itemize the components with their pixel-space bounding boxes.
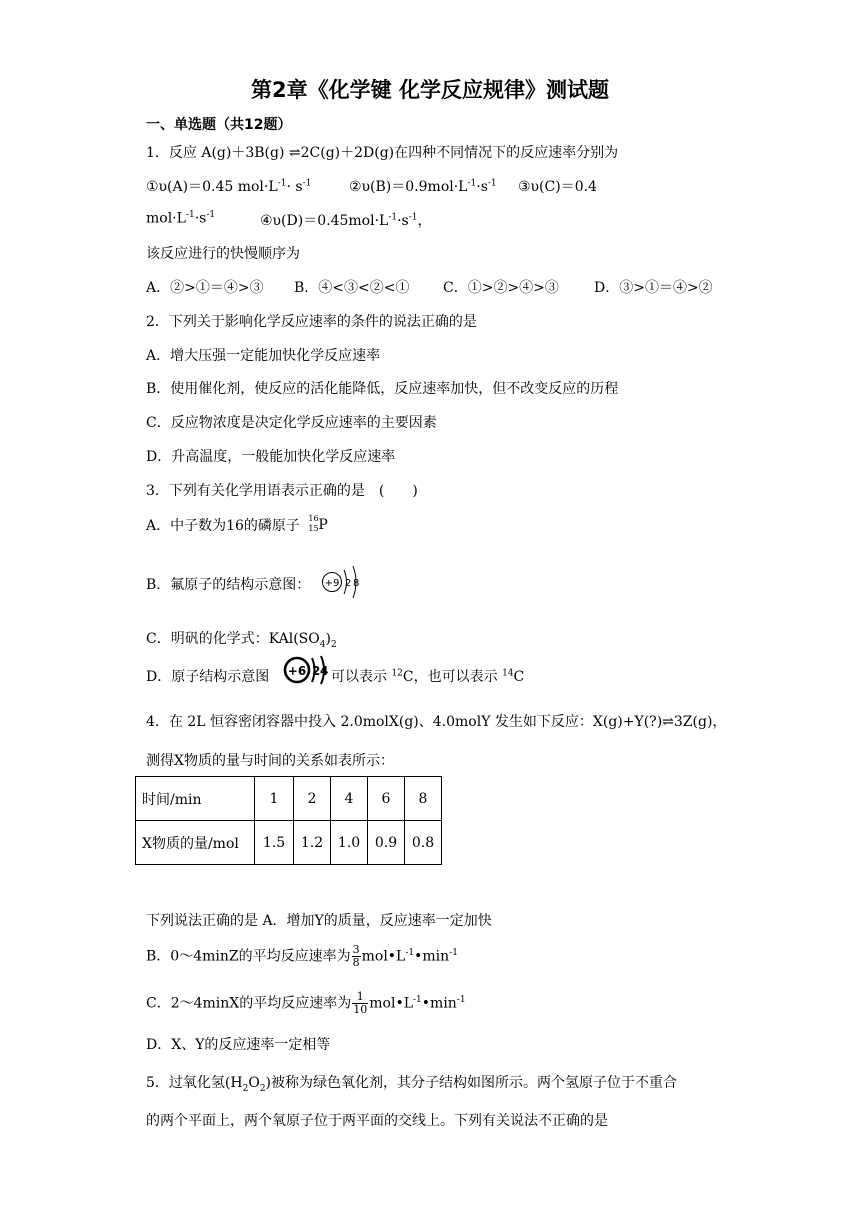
- q3-option-b[interactable]: B．氟原子的结构示意图：: [146, 577, 311, 593]
- q4-option-b[interactable]: B．0～4minZ的平均反应速率为 $\frac{3}{8}$ $mol•L^{-1}•\min^{-1}$: [146, 943, 458, 969]
- q2-option-c[interactable]: C．反应物浓度是决定化学反应速率的主要因素: [146, 415, 437, 431]
- q1-rate-2: $②\upsilon(B)=0.9mol\cdot L^{-1}\cdot s^{-1}$: [349, 178, 497, 195]
- table-row: [136, 777, 442, 821]
- table-cell: 2: [294, 777, 331, 821]
- table-cell: 4: [331, 777, 368, 821]
- table-cell: 1.0: [331, 821, 368, 865]
- q4-stem-2: 测得X物质的量与时间的关系如表所示：: [146, 753, 394, 769]
- carbon-structure-diagram: [283, 654, 331, 686]
- fraction-1-10: $\frac{1}{10}$: [353, 990, 368, 1016]
- q4-option-c[interactable]: C．2～4minX的平均反应速率为 $\frac{1}{10}$ $mol•L^{-1}•\min^{-1}$: [146, 990, 466, 1016]
- q2-option-a[interactable]: A．增大压强一定能加快化学反应速率: [146, 348, 381, 364]
- fluorine-structure-diagram: [320, 560, 366, 606]
- table-cell: X物质的量/mol: [136, 821, 255, 865]
- table-cell: 1: [255, 777, 294, 821]
- q3-stem: 3．下列有关化学用语表示正确的是 ( ): [146, 483, 418, 499]
- q1-option-d[interactable]: D．③>①＝④>②: [594, 280, 713, 296]
- q3-option-c[interactable]: C．明矾的化学式：$KAl(SO_4)_2$: [146, 631, 337, 650]
- q4-option-a[interactable]: 下列说法正确的是 A．增加Y的质量，反应速率一定加快: [146, 913, 492, 929]
- q3-option-d-tail: 可以表示 $^{12}$C，也可以表示 $^{14}$C: [331, 668, 525, 685]
- carbon-shell-2-label: 4: [320, 664, 329, 678]
- table-cell: 1.2: [294, 821, 331, 865]
- q1-rate-4: $④\upsilon(D)=0.45mol\cdot L^{-1}\cdot s^{-1}$，: [260, 212, 432, 229]
- q2-option-b[interactable]: B．使用催化剂，使反应的活化能降低，反应速率加快，但不改变反应的历程: [146, 381, 619, 397]
- fraction-3-8: $\frac{3}{8}$: [352, 943, 360, 969]
- q1-rate-1: ①υ(A)＝0.45 $mol\cdot L^{-1}\cdot s^{-1}$: [146, 178, 312, 195]
- q1-option-a[interactable]: A．②>①＝④>③: [146, 280, 264, 296]
- carbon-shell-1-label: 2: [312, 664, 321, 678]
- table-cell: 0.8: [405, 821, 442, 865]
- page-title: 第2章《化学键 化学反应规律》测试题: [251, 78, 609, 102]
- table-cell: 8: [405, 777, 442, 821]
- table-cell: 6: [368, 777, 405, 821]
- q1-rate-3-unit: $mol\cdot L^{-1}\cdot s^{-1}$: [146, 210, 216, 227]
- table-cell: 1.5: [255, 821, 294, 865]
- q5-line-2: 的两个平面上，两个氧原子位于两平面的交线上。下列有关说法不正确的是: [146, 1113, 608, 1129]
- q1-rate-3: ③υ(C)＝0.4: [518, 179, 597, 195]
- q4-option-d[interactable]: D．X、Y的反应速率一定相等: [146, 1037, 331, 1053]
- table-row: [136, 821, 442, 865]
- table-cell: 时间/min: [136, 777, 255, 821]
- q3-option-a[interactable]: A．中子数为16的磷原子 16 15 P: [146, 514, 330, 538]
- fluorine-nucleus-label: +9: [324, 578, 340, 589]
- q1-option-b[interactable]: B．④<③<②<①: [294, 280, 410, 296]
- phosphorus-isotope-symbol: 16 15 P: [308, 514, 328, 533]
- fluorine-shell-2-label: 8: [353, 578, 360, 589]
- q3-option-d[interactable]: D．原子结构示意图: [146, 669, 270, 685]
- section-heading: 一、单选题（共12题）: [146, 117, 292, 133]
- q1-option-c[interactable]: C．①>②>④>③: [443, 280, 559, 296]
- q2-option-d[interactable]: D．升高温度，一般能加快化学反应速率: [146, 449, 396, 465]
- q1-ask: 该反应进行的快慢顺序为: [146, 246, 300, 262]
- q1-stem: 1．反应 A(g)＋3B(g) ⇌2C(g)＋2D(g)在四种不同情况下的反应速率分别为: [146, 145, 619, 161]
- table-cell: 0.9: [368, 821, 405, 865]
- q4-stem: 4．在 2L 恒容密闭容器中投入 2.0molX(g)、4.0molY 发生如下反应：X(g)+Y(?)⇌3Z(g)，: [146, 714, 727, 730]
- carbon-nucleus-label: +6: [287, 664, 307, 678]
- fluorine-shell-1-label: 2: [345, 578, 352, 589]
- q5-line-1: 5．过氧化氢$(H_2O_2)$被称为绿色氧化剂，其分子结构如图所示。两个氢原子位于不重合: [146, 1075, 678, 1094]
- q2-stem: 2．下列关于影响化学反应速率的条件的说法正确的是: [146, 314, 477, 330]
- x-amount-table: [135, 776, 442, 865]
